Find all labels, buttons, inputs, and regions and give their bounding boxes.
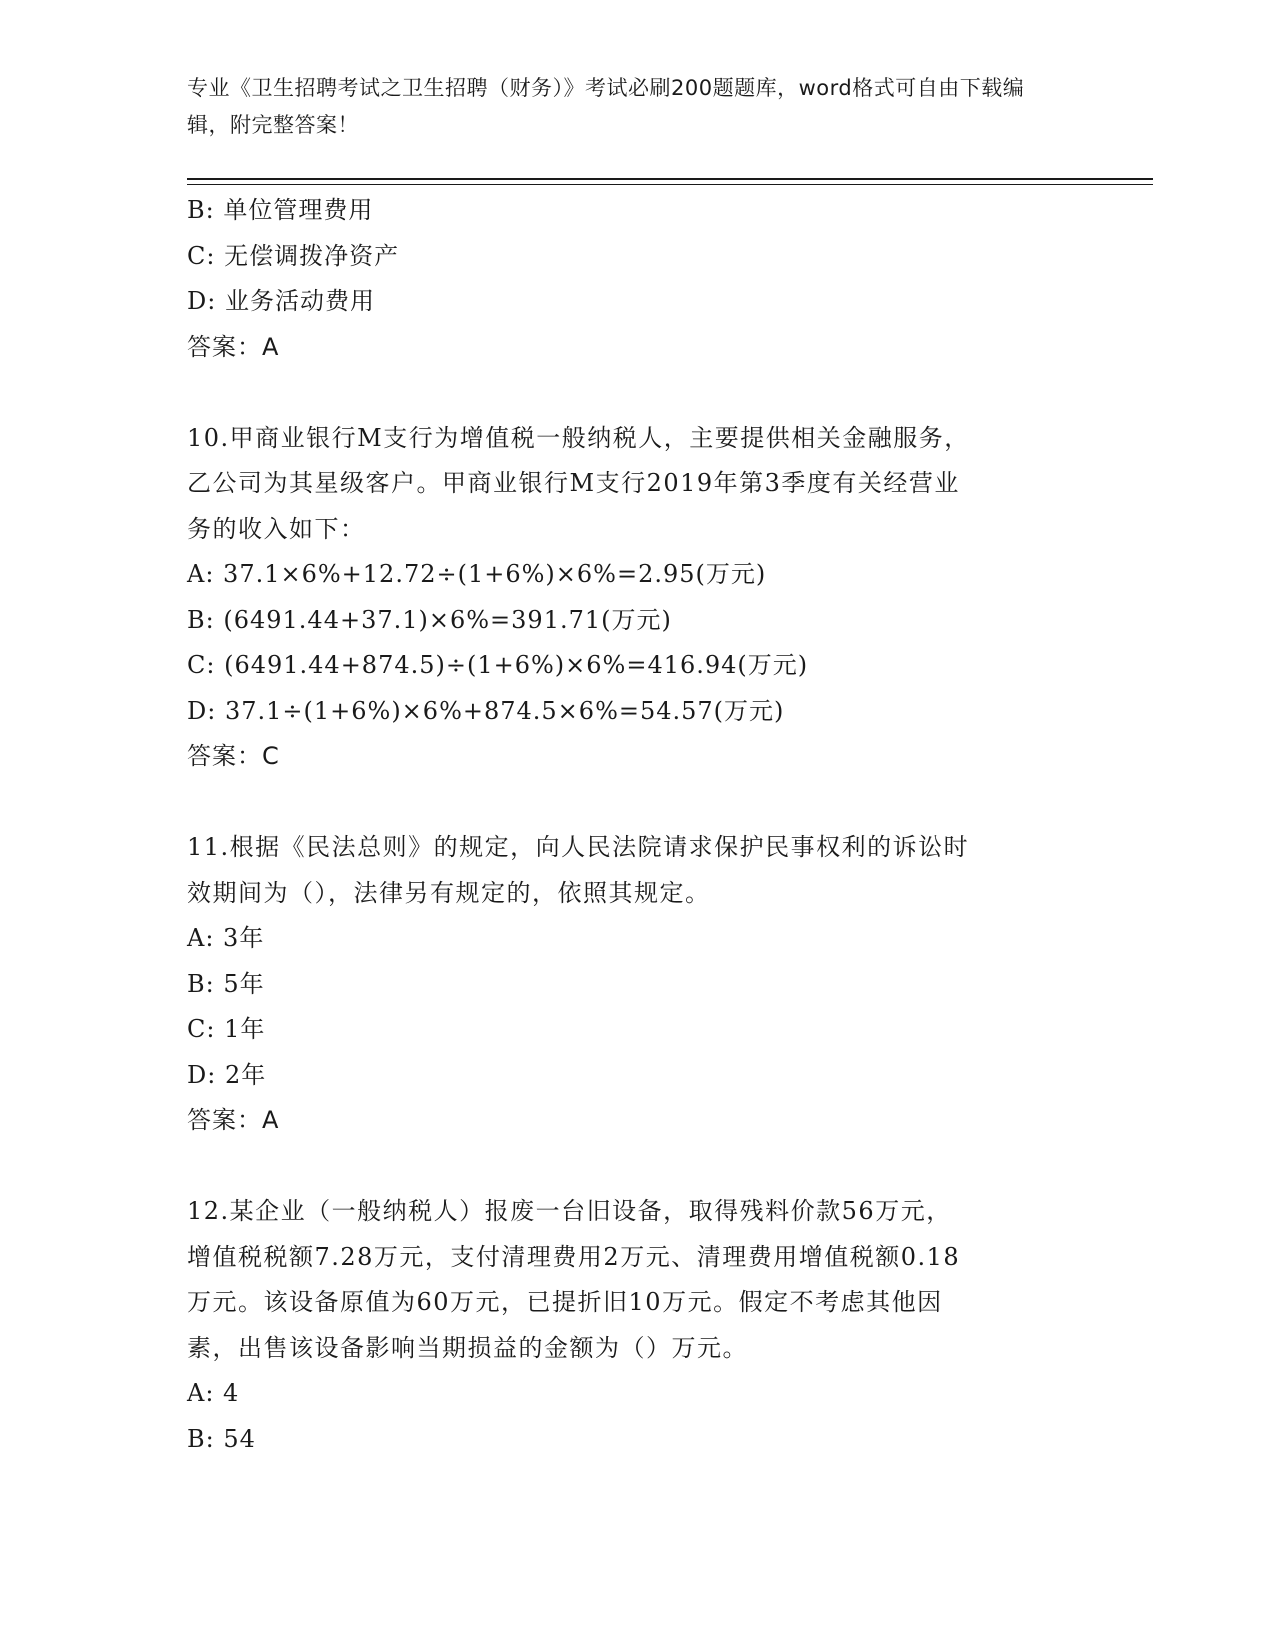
option-d: D: 37.1÷(1+6%)×6%+874.5×6%=54.57(万元) bbox=[187, 696, 785, 725]
option-a: A: 37.1×6%+12.72÷(1+6%)×6%=2.95(万元) bbox=[187, 560, 767, 588]
option-a: A: 4 bbox=[187, 1379, 240, 1407]
answer-label: 答案：A bbox=[187, 332, 280, 361]
question-10 bbox=[187, 416, 1087, 780]
question-11 bbox=[187, 825, 1087, 1144]
question-text-line: 效期间为（），法律另有规定的，依照其规定。 bbox=[187, 878, 711, 907]
question-text-line: 乙公司为其星级客户。甲商业银行M支行2019年第3季度有关经营业 bbox=[187, 469, 960, 497]
option-d: D: 业务活动费用 bbox=[187, 287, 375, 315]
question-text-line: 10.甲商业银行M支行为增值税一般纳税人，主要提供相关金融服务， bbox=[187, 423, 970, 452]
option-b: B: 单位管理费用 bbox=[187, 196, 374, 224]
question-content bbox=[187, 188, 1087, 1462]
question-text-line: 万元。该设备原值为60万元，已提折旧10万元。假定不考虑其他因 bbox=[187, 1288, 943, 1316]
answer-label: 答案：C bbox=[187, 742, 280, 770]
question-text-line: 11.根据《民法总则》的规定，向人民法院请求保护民事权利的诉讼时 bbox=[187, 833, 970, 861]
option-b: B: 5年 bbox=[187, 969, 265, 998]
question-text-line: 增值税税额7.28万元，支付清理费用2万元、清理费用增值税额0.18 bbox=[187, 1242, 961, 1271]
answer-label: 答案：A bbox=[187, 1106, 280, 1134]
header-rule-thin bbox=[187, 184, 1153, 185]
option-c: C: (6491.44+874.5)÷(1+6%)×6%=416.94(万元) bbox=[187, 651, 809, 679]
document-header: 专业《卫生招聘考试之卫生招聘（财务）》考试必刷200题题库，word格式可自由下载编辑，附完整答案！ bbox=[187, 76, 1025, 137]
header-rule-thick bbox=[187, 178, 1153, 180]
option-a: A: 3年 bbox=[187, 924, 265, 952]
question-text-line: 务的收入如下： bbox=[187, 514, 366, 543]
option-b: B: (6491.44+37.1)×6%=391.71(万元) bbox=[187, 605, 672, 634]
option-c: C: 1年 bbox=[187, 1015, 266, 1043]
option-c: C: 无偿调拨净资产 bbox=[187, 241, 400, 270]
question-9 bbox=[187, 188, 1087, 370]
question-text-line: 素，出售该设备影响当期损益的金额为（）万元。 bbox=[187, 1333, 748, 1362]
option-b: B: 54 bbox=[187, 1424, 256, 1453]
option-d: D: 2年 bbox=[187, 1060, 267, 1089]
question-text-line: 12.某企业（一般纳税人）报废一台旧设备，取得残料价款56万元， bbox=[187, 1197, 952, 1225]
question-12 bbox=[187, 1189, 1087, 1462]
